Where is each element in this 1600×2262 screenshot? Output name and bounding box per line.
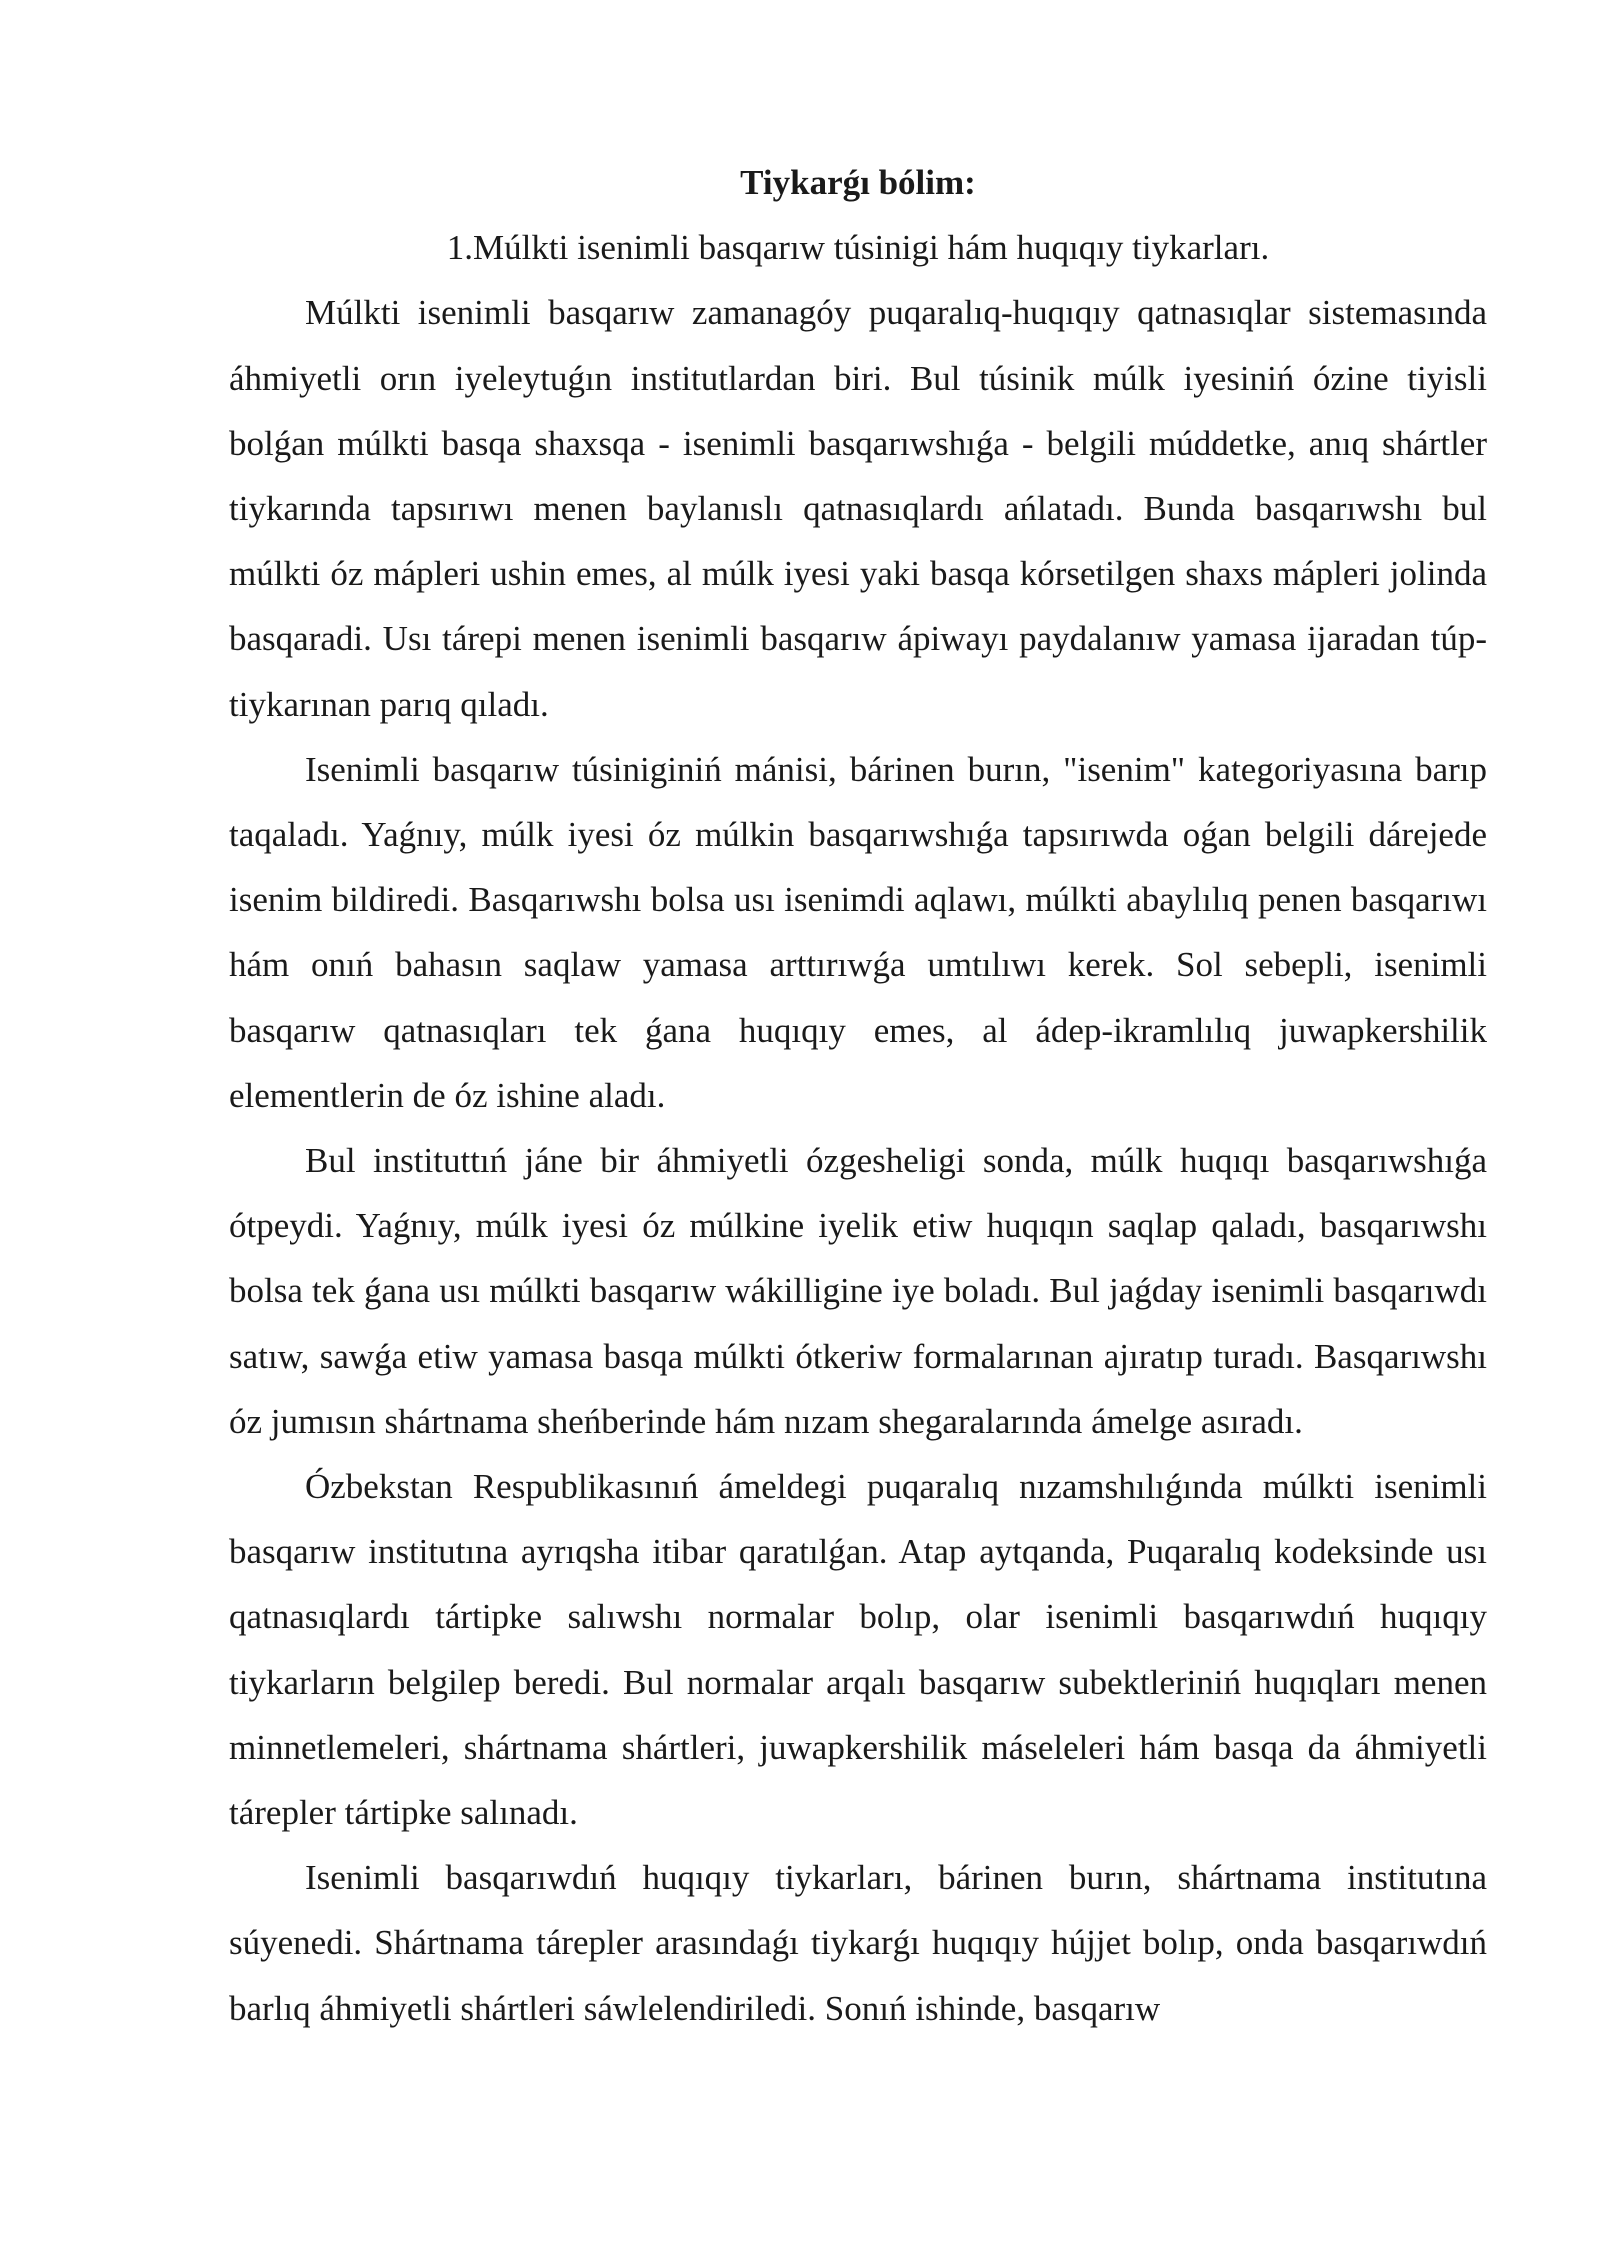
- body-paragraph-4: Ózbekstan Respublikasınıń ámeldegi puqaralıq nızamshılıǵında múlkti isenimli basqarıw institutına ayrıqsha itibar qaratılǵan. Atap aytqanda, Puqaralıq kodeksinde usı qatnasıqlardı tártipke salıwshı normalar bolıp, olar isenimli basqarıwdıń huqıqıy tiykarların belgilep beredi. Bul normalar arqalı basqarıw subektleriniń huqıqları menen minnetlemeleri, shártnama shártleri, juwapkershilik máseleleri hám basqa da áhmiyetli tárepler tártipke salınadı.: [229, 1467, 1487, 1833]
- document-body: [229, 150, 1487, 2041]
- body-paragraph-5: Isenimli basqarıwdıń huqıqıy tiykarları, bárinen burın, shártnama institutına súyenedi. Shártnama tárepler arasındaǵı tiykarǵı huqıqıy hújjet bolıp, onda basqarıwdıń barlıq áhmiyetli shártleri sáwlelendiriledi. Sonıń ishinde, basqarıw: [229, 1858, 1487, 2028]
- section-subheading: 1.Múlkti isenimli basqarıw túsinigi hám huqıqıy tiykarları.: [446, 228, 1270, 268]
- body-paragraph-3: Bul instituttıń jáne bir áhmiyetli ózgesheligi sonda, múlk huqıqı basqarıwshıǵa ótpeydi. Yaǵnıy, múlk iyesi óz múlkine iyelik etiw huqıqın saqlap qaladı, basqarıwshı bolsa tek ǵana usı múlkti basqarıw wákilligine iye boladı. Bul jaǵday isenimli basqarıwdı satıw, sawǵa etiw yamasa basqa múlkti ótkeriw formalarınan ajıratıp turadı. Basqarıwshı óz jumısın shártnama sheńberinde hám nızam shegaralarında ámelge asıradı.: [229, 1141, 1487, 1441]
- body-paragraph-1: Múlkti isenimli basqarıw zamanagóy puqaralıq-huqıqıy qatnasıqlar sistemasında áhmiyetli orın iyeleytuǵın institutlardan biri. Bul túsinik múlk iyesiniń ózine tiyisli bolǵan múlkti basqa shaxsqa - isenimli basqarıwshıǵa - belgili múddetke, anıq shártler tiykarında tapsırıwı menen baylanıslı qatnasıqlardı ańlatadı. Bunda basqarıwshı bul múlkti óz mápleri ushin emes, al múlk iyesi yaki basqa kórsetilgen shaxs mápleri jolinda basqaradi. Usı tárepi menen isenimli basqarıw ápiwayı paydalanıw yamasa ijaradan túp-tiykarınan parıq qıladı.: [229, 293, 1487, 724]
- body-paragraph-2: Isenimli basqarıw túsiniginiń mánisi, bárinen burın, "isenim" kategoriyasına barıp taqaladı. Yaǵnıy, múlk iyesi óz múlkin basqarıwshıǵa tapsırıwda oǵan belgili dárejede isenim bildiredi. Basqarıwshı bolsa usı isenimdi aqlawı, múlkti abaylılıq penen basqarıwı hám onıń bahasın saqlaw yamasa arttırıwǵa umtılıwı kerek. Sol sebepli, isenimli basqarıw qatnasıqları tek ǵana huqıqıy emes, al ádep-ikramlılıq juwapkershilik elementlerin de óz ishine aladı.: [229, 749, 1487, 1115]
- section-heading: Tiykarǵı bólim:: [740, 163, 976, 202]
